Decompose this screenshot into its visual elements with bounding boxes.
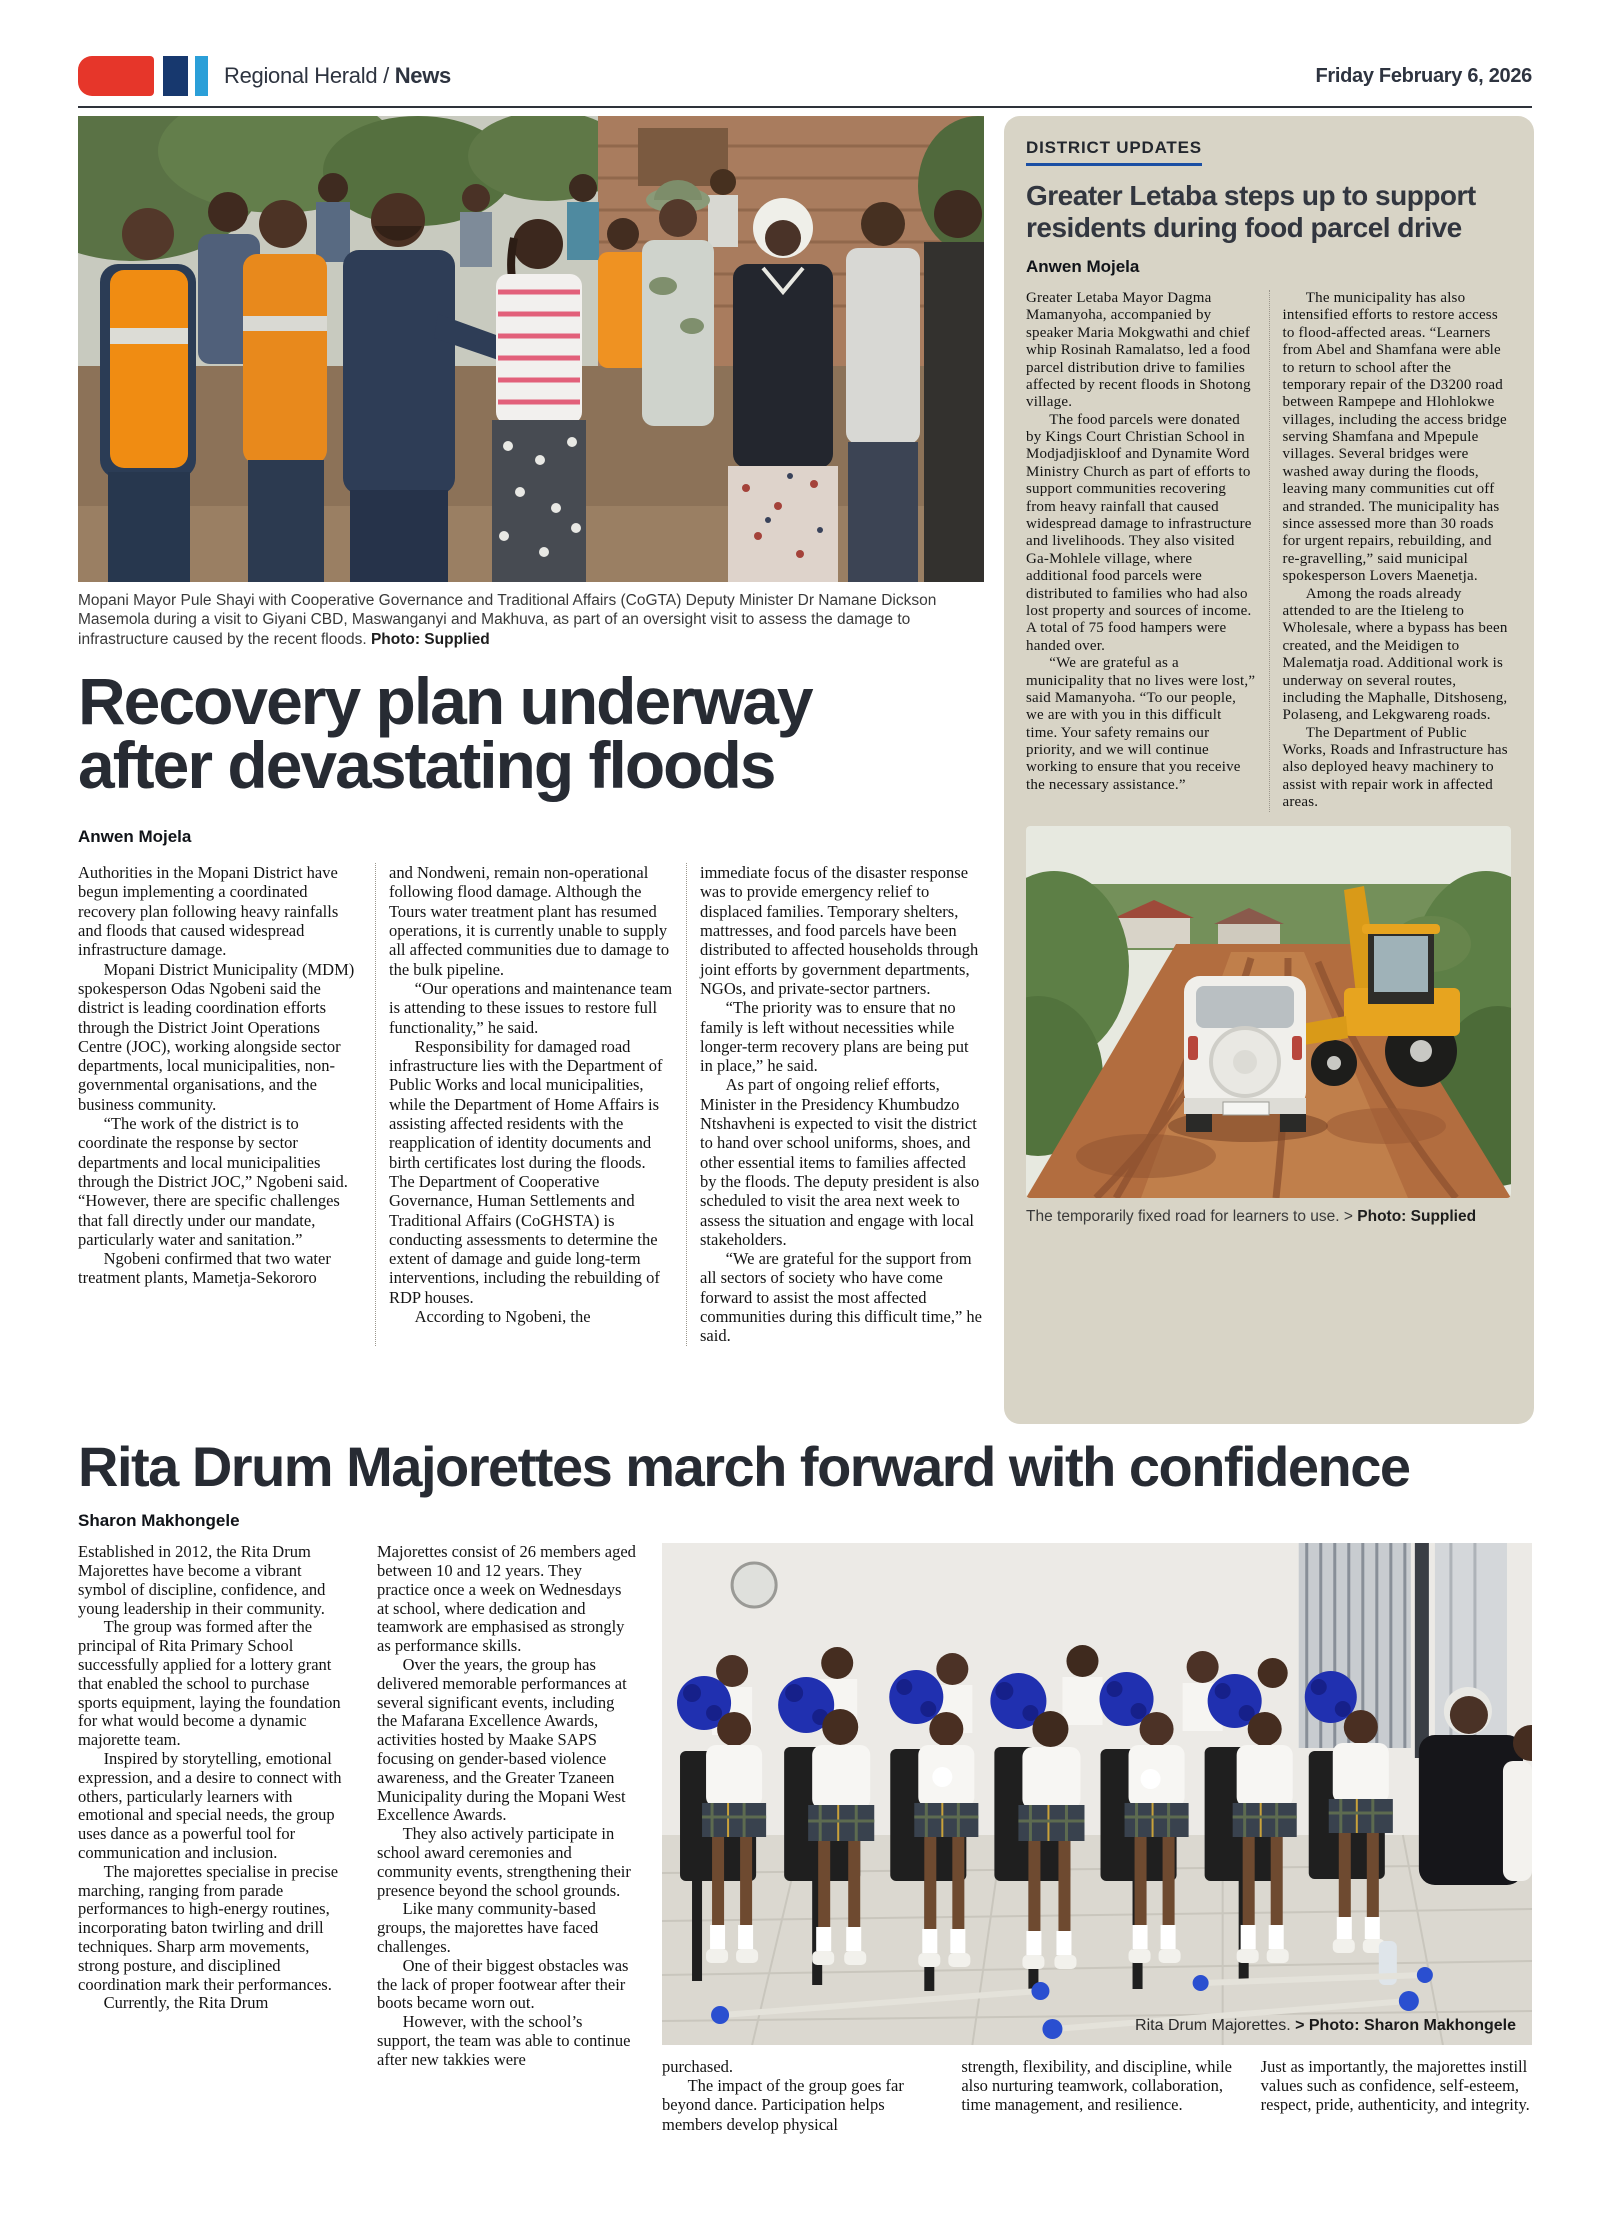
paragraph: purchased. — [662, 2057, 734, 2077]
issue-date: Friday February 6, 2026 — [1315, 64, 1532, 87]
majorettes-column-1 — [78, 1543, 364, 2134]
header-rule — [78, 106, 1532, 108]
majorettes-column-5 — [1261, 2057, 1532, 2134]
majorettes-article — [78, 1435, 1532, 2134]
main-article — [78, 116, 984, 1424]
paragraph: Greater Letaba Mayor Dagma Mamanyoha, accompanied by speaker Maria Mokgwathi and chief whip Rosinah Ramalatso, led a food parcel distribution drive to families affected by recent floods in Shotong village. — [1026, 289, 1251, 411]
paragraph: strength, flexibility, and discipline, while also nurturing teamwork, collaboration, time management, and resilience. — [961, 2057, 1232, 2115]
paragraph: Mopani District Municipality (MDM) spokesperson Odas Ngobeni said the district is leading coordination efforts through the District Joint Operations Centre (JOC), working alongside sector departments, local municipalities, non-governmental organisations, and the business community. — [78, 959, 355, 1114]
page-header — [78, 54, 1532, 98]
regional-herald-logo-navy-block — [163, 56, 188, 96]
paragraph: Inspired by storytelling, emotional expression, and a desire to connect with others, particularly learners with emotional and special needs, the group uses dance as a powerful tool for communication and inclusion. — [78, 1748, 342, 1862]
paragraph: However, with the school’s support, the team was able to continue after new takkies were — [377, 2012, 631, 2069]
district-updates-column-2 — [1269, 290, 1513, 812]
paragraph: The impact of the group goes far beyond dance. Participation helps members develop physical — [662, 2076, 904, 2134]
regional-herald-logo-blue-block — [195, 56, 208, 96]
main-headline: Recovery plan underway after devastating floods — [78, 664, 812, 803]
main-article-column-2 — [375, 863, 686, 1345]
majorettes-byline: Sharon Makhongele — [78, 1511, 240, 1531]
road-photo-caption-text: The temporarily fixed road for learners to use. — [1026, 1207, 1344, 1225]
paragraph: As part of ongoing relief efforts, Minister in the Presidency Khumbudzo Ntshavheni is expected to visit the district to hand over school uniforms, shoes, and other essential items to families affected by the floods. The deputy president is also scheduled to visit the area next week to assess the situation and engage with local stakeholders. — [700, 1075, 980, 1249]
paragraph: “The work of the district is to coordinate the response by sector departments and local municipalities through the District JOC,” Ngobeni said. “However, there are specific challenges that fall directly under our mandate, particularly water and sanitation.” — [78, 1114, 348, 1249]
main-photo — [78, 116, 984, 582]
paragraph: Among the roads already attended to are the Itieleng to Wholesale, where a bypass has been created, and the Meidigen to Malematja road. Additional work is underway on several routes, including the Maphalle, Ditshoseng, Polaseng, and Lekgwareng roads. — [1282, 585, 1508, 724]
paragraph: Majorettes consist of 26 members aged between 10 and 12 years. They practice once a week on Wednesdays at school, where dedication and teamwork are emphasised as strongly as performance skills. — [377, 1542, 636, 1656]
main-photo-credit: Photo: Supplied — [370, 630, 490, 648]
district-updates-kicker: DISTRICT UPDATES — [1026, 138, 1202, 166]
paragraph: Just as importantly, the majorettes instill values such as confidence, self-esteem, respect, pride, authenticity, and integrity. — [1260, 2057, 1530, 2115]
paragraph: “We are grateful as a municipality that no lives were lost,” said Mamanyoha. “To our people, we are with you in this difficult time. Your safety remains our priority, and we will continue working to ensure that you receive the necessary assistance.” — [1026, 655, 1256, 793]
main-article-byline: Anwen Mojela — [78, 827, 192, 847]
road-photo — [1026, 826, 1511, 1198]
majorettes-columns — [78, 1543, 1532, 2134]
majorettes-column-3 — [662, 2057, 933, 2134]
paragraph: Responsibility for damaged road infrastructure lies with the Department of Public Works and local municipalities, while the Department of Home Affairs is assisting affected residents with the reapplication of identity documents and birth certificates lost during the floods. The Department of Cooperative Governance, Human Settlements and Traditional Affairs (CoGHSTA) is conducting assessments to determine the extent of damage and guide long-term interventions, including the rebuilding of RDP houses. — [389, 1036, 663, 1307]
main-photo-illustration — [78, 116, 984, 582]
paragraph: The food parcels were donated by Kings Court Christian School in Modjadjiskloof and Dynamite Word Ministry Church as part of efforts to support communities recovering from heavy rainfall that caused widespread damage to infrastructure and livelihoods. They also visited Ga-Mohlele village, where additional food parcels were distributed to families who had also lost property and sources of income. A total of 75 food hampers were handed over. — [1026, 411, 1252, 654]
paragraph: They also actively participate in school award ceremonies and community events, strengthening their presence beyond the school grounds. — [377, 1824, 631, 1900]
district-updates-column-1 — [1026, 290, 1269, 812]
brand-section-bold: News — [394, 63, 451, 88]
paragraph: immediate focus of the disaster response was to provide emergency relief to displaced families. Temporary shelters, mattresses, and food parcels have been distributed to affected households through joint efforts by government departments, NGOs, and private-sector partners. — [700, 863, 979, 998]
road-photo-credit: Photo: Supplied — [1357, 1207, 1477, 1225]
paragraph: and Nondweni, remain non-operational following flood damage. Although the Tours water treatment plant has resumed operations, it is currently unable to supply all affected communities due to damage to the bulk pipeline. — [389, 863, 670, 979]
majorettes-column-2 — [364, 1543, 650, 2134]
paragraph: “Our operations and maintenance team is attending to these issues to restore full functionality,” he said. — [389, 978, 673, 1037]
majorettes-photo-credit: > Photo: Sharon Makhongele — [1295, 2017, 1516, 2035]
majorettes-photo — [662, 1543, 1532, 2045]
road-photo-caption — [1026, 1207, 1512, 1226]
main-photo-caption — [78, 591, 974, 649]
main-photo-caption-text: Mopani Mayor Pule Shayi with Cooperative Governance and Traditional Affairs (CoGTA) Deputy Minister Dr Namane Dickson Masemola during a visit to Giyani CBD, Maswanganyi and Makhuva, as part of an oversight visit to assess the damage to infrastructure caused by the recent floods. — [78, 592, 937, 648]
paragraph: According to Ngobeni, the — [414, 1306, 591, 1326]
paragraph: The municipality has also intensified efforts to restore access to flood-affected areas. “Learners from Abel and Shamfana were able to return to school after the temporary repair of the D3200 road between Rampepe and Hlohlokwe villages, including the access bridge serving Shamfana and Mpepule villages. Several bridges were washed away during the floods, leaving many communities cut off and stranded. The municipality has since assessed more than 30 roads for urgent repairs, rebuilding, and re-gravelling,” said municipal spokesperson Lovers Maenetja. — [1282, 289, 1507, 585]
district-updates-panel — [1004, 116, 1534, 1424]
majorettes-photo-block — [650, 1543, 1532, 2134]
paragraph: Like many community-based groups, the majorettes have faced challenges. — [377, 1899, 599, 1956]
road-photo-caption-separator: > — [1343, 1207, 1358, 1225]
paragraph: Ngobeni confirmed that two water treatment plants, Mametja-Sekororo — [78, 1249, 331, 1288]
paragraph: Currently, the Rita Drum — [103, 1993, 269, 2013]
main-article-column-1 — [78, 863, 375, 1345]
brand-section: Regional Herald / — [224, 63, 395, 88]
paragraph: The group was formed after the principal of Rita Primary School successfully applied for a lottery grant that enabled the school to purchase sports equipment, laying the foundation for what would become a dynamic majorette team. — [78, 1617, 341, 1750]
district-updates-headline: Greater Letaba steps up to support residents during food parcel drive — [1026, 180, 1476, 244]
majorettes-photo-illustration — [662, 1543, 1532, 2045]
district-updates-columns — [1026, 290, 1512, 812]
paragraph: “The priority was to ensure that no family is left without necessities while longer-term recovery plans are being put in place,” he said. — [700, 998, 969, 1076]
majorettes-photo-caption-text: Rita Drum Majorettes. — [1135, 2017, 1296, 2035]
majorettes-column-4 — [961, 2057, 1232, 2134]
paragraph: The Department of Public Works, Roads and Infrastructure has also deployed heavy machinery to assist with repair work in affected areas. — [1282, 724, 1508, 811]
regional-herald-logo-red-block — [78, 56, 154, 96]
paragraph: Authorities in the Mopani District have begun implementing a coordinated recovery plan following heavy rainfalls and floods that caused widespread infrastructure damage. — [78, 863, 339, 960]
district-updates-byline: Anwen Mojela — [1026, 256, 1140, 276]
paragraph: Over the years, the group has delivered memorable performances at several significant events, including the Mafarana Excellence Awards, activities hosted by Maake SAPS focusing on gender-based violence awareness, and the Greater Tzaneen Municipality during the Mopani West Excellence Awards. — [377, 1654, 627, 1825]
main-article-columns — [78, 863, 984, 1345]
paragraph: The majorettes specialise in precise marching, ranging from parade performances to high-energy routines, incorporating baton twirling and drill techniques. Sharp arm movements, strong posture, and disciplined coordination mark their performances. — [78, 1861, 339, 1994]
main-article-column-3 — [686, 863, 984, 1345]
paragraph: One of their biggest obstacles was the lack of proper footwear after their boots became worn out. — [377, 1955, 629, 2013]
paragraph: Established in 2012, the Rita Drum Majorettes have become a vibrant symbol of discipline, confidence, and young leadership in their community. — [78, 1542, 326, 1618]
brand — [78, 56, 451, 96]
majorettes-continuation-columns — [662, 2057, 1532, 2134]
paragraph: “We are grateful for the support from all sectors of society who have come forward to assist the most affected communities during this difficult time,” he said. — [700, 1249, 982, 1346]
majorettes-photo-caption — [1135, 2017, 1516, 2035]
road-photo-illustration — [1026, 826, 1511, 1198]
brand-text — [224, 63, 451, 89]
majorettes-headline: Rita Drum Majorettes march forward with confidence — [78, 1435, 1410, 1498]
